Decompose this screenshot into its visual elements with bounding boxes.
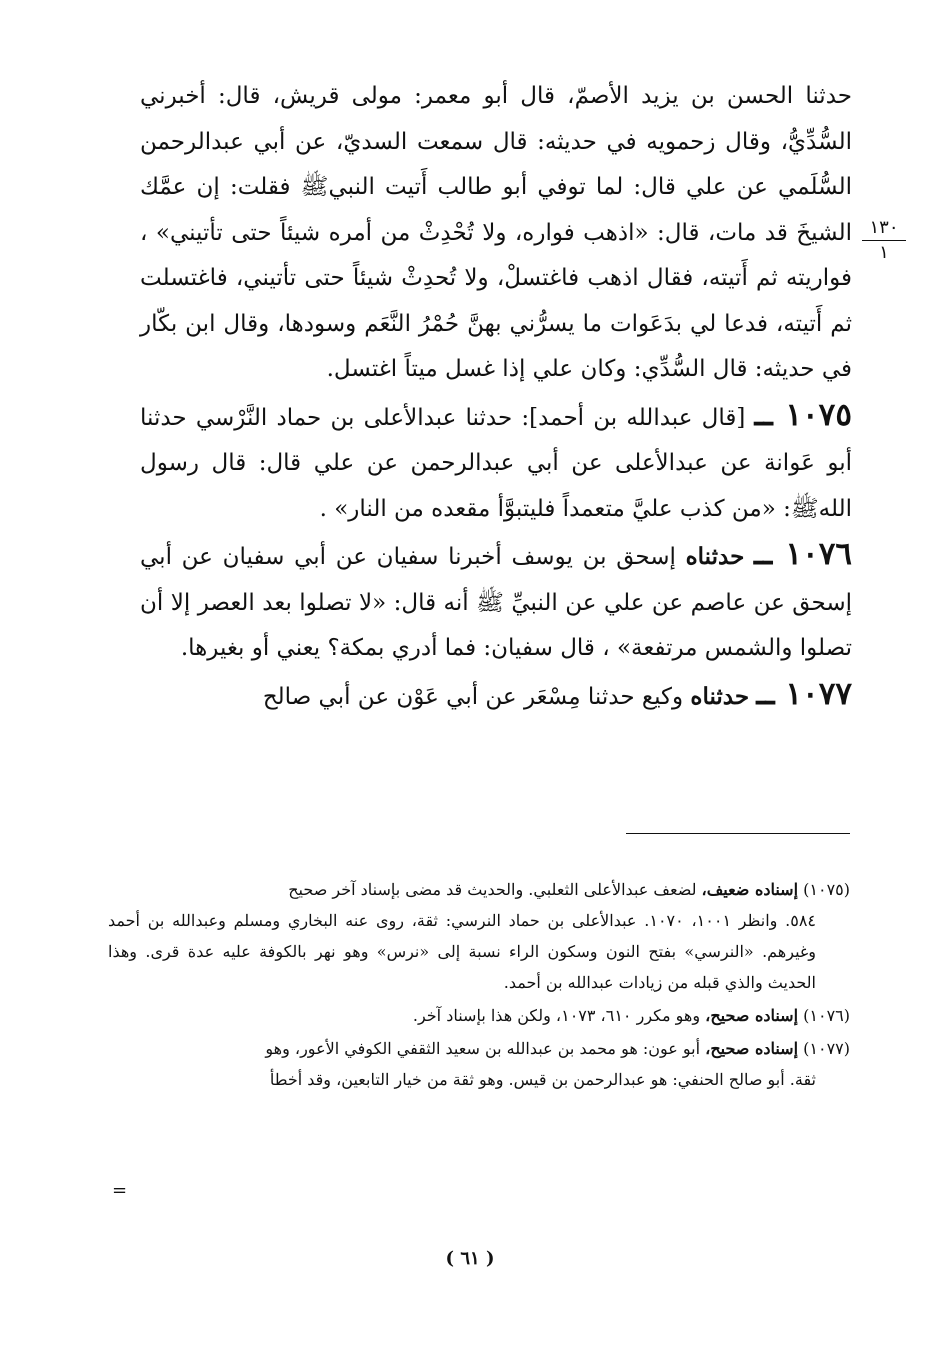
footnote-ref: (١٠٧٦) [803,1006,850,1025]
continuation-mark: = [112,1180,128,1201]
hadith-text: [قال عبدالله بن أحمد]: حدثنا عبدالأعلى بن حماد النَّرْسي حدثنا أبو عَوانة عن عبدالأعلى عن أبي عبدالرحمن عن علي قال: قال رسول اللهﷺ: «من كذب عليَّ متعمداً فليتبوَّأ مقعده من النار» . [140,404,852,522]
footnote-keyword: إسناده صحيح، [705,1039,799,1058]
footnote-text-continued: ٥٨٤. وانظر ١٠٠١، ١٠٧٠. عبدالأعلى بن حماد النرسي: ثقة، روى عنه البخاري ومسلم وعبدالله بن أحمد وغيرهم. «النرسي» بفتح النون وسكون الراء نسبة إلى «نرس» وهو نهر بالكوفة عليه عدة قرى. وهذا الحديث والذي قبله من زيادات عبدالله بن أحمد. [108,911,817,992]
margin-reference [862,218,906,263]
footnotes [108,874,850,1097]
footnote-ref: (١٠٧٥) [803,880,850,899]
hadith-1076 [140,532,852,672]
footnote-keyword: إسناده ضعيف، [701,880,799,899]
hadith-keyword: حدثناه [685,543,745,570]
footnote-keyword: إسناده صحيح، [705,1006,799,1025]
footnote-divider [626,833,850,834]
footnote-text: لضعف عبدالأعلى الثعلبي. والحديث قد مضى بإسناد آخر صحيح [288,880,702,899]
footnote-ref: (١٠٧٧) [803,1039,850,1058]
footnote-text-continued: ثقة. أبو صالح الحنفي: هو عبدالرحمن بن قيس. وهو ثقة من خيار التابعين، وقد أخطأ [269,1070,816,1089]
hadith-text: وكيع حدثنا مِسْعَر عن أبي عَوْن عن أبي صالح [262,683,691,710]
footnote-text: أبو عون: هو محمد بن عبدالله بن سعيد الثقفي الكوفي الأعور، وهو [265,1039,706,1058]
footnote-text: وهو مكرر ٦١٠، ١٠٧٣، ولكن هذا بإسناد آخر. [412,1006,706,1025]
hadith-text: إسحق بن يوسف أخبرنا سفيان عن أبي سفيان عن أبي إسحق عن عاصم عن علي عن النبيِّ ﷺ أنه قال: «لا تصلوا بعد العصر إلا أن تصلوا والشمس مرتفعة» ، قال سفيان: فما أدري بمكة؟ يعني أو بغيرها. [140,544,852,661]
hadith-keyword: حدثناه [690,682,750,710]
page-number: ( ٦١ ) [445,1248,495,1269]
margin-volume-number: ١٣٠ [862,218,906,241]
hadith-number: ١٠٧٦ ــ [754,536,852,572]
footnote-1075 [108,874,850,998]
main-text [140,74,852,720]
margin-sub-number: ١ [879,241,889,263]
hadith-1075 [140,393,852,533]
hadith-number: ١٠٧٧ ــ [756,675,852,712]
hadith-1077 [140,672,852,721]
paragraph-continuation: حدثنا الحسن بن يزيد الأصمّ، قال أبو معمر: مولى قريش، قال: أخبرني السُّدِّيُّ، وقال زحمويه في حديثه: قال سمعت السديّ، عن أبي عبدالرحمن السُّلَمي عن علي قال: لما توفي أبو طالب أَتيت النبيﷺ فقلت: إن عمَّك الشيخَ قد مات، قال: «اذهب فواره، ولا تُحْدِثْ من أمره شيئاً حتى تأتيني» ، فواريته ثم أَتيته، فقال اذهب فاغتسلْ، ولا تُحدِثْ شيئاً حتى تأتيني، فاغتسلت ثم أَتيته، فدعا لي بدَعَوات ما يسرُّني بهنَّ حُمْرُ النَّعَم وسودها، وقال ابن بكّار في حديثه: قال السُّدِّي: وكان علي إذا غسل ميتاً اغتسل. [140,83,852,382]
hadith-number: ١٠٧٥ ــ [754,396,852,433]
footnote-1076 [108,1000,850,1031]
footnote-1077 [108,1033,850,1095]
